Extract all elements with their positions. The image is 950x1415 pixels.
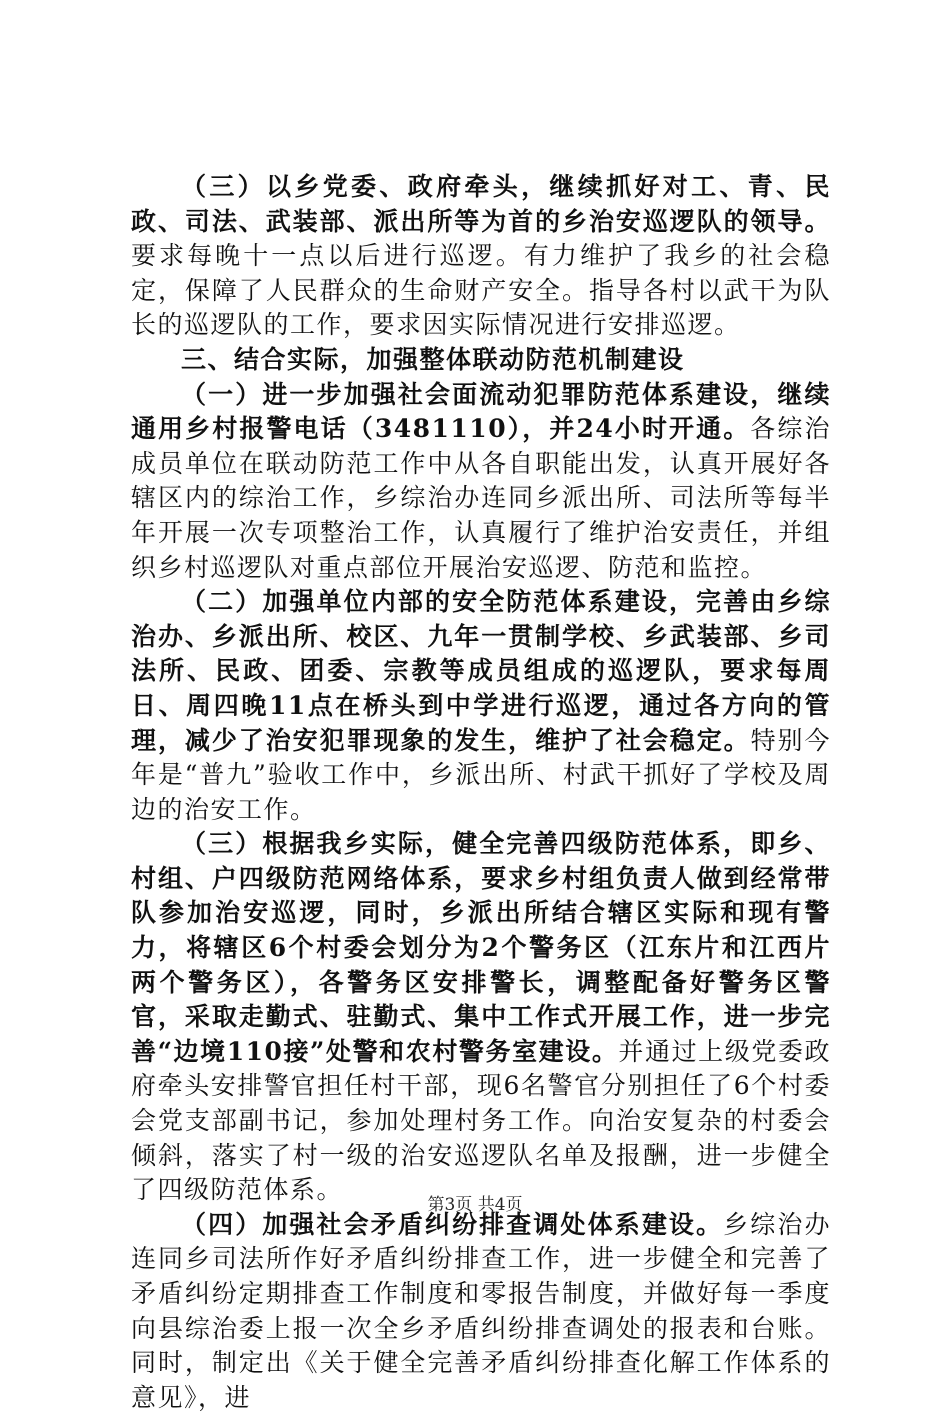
paragraph-four-level-system — [131, 827, 831, 1208]
paragraph-lead: （二）加强单位内部的安全防范体系建设，完善由乡综治办、乡派出所、校区、九年一贯制学校、乡武装部、乡司法所、民政、团委、宗教等成员组成的巡逻队，要求每周日、周四晚11点在桥头到中学进行巡逻，通过各方向的管理，减少了治安犯罪现象的发生，维护了社会稳定。 — [131, 587, 831, 755]
paragraph-patrol-leadership — [131, 170, 831, 343]
paragraph-body: 并通过上级党委政府牵头安排警官担任村干部，现6名警官分别担任了6个村委会党支部副书记，参加处理村务工作。向治安复杂的村委会倾斜，落实了村一级的治安巡逻队名单及报酬，进一步健全了四级防范体系。 — [131, 1036, 831, 1205]
paragraph-lead: （一）进一步加强社会面流动犯罪防范体系建设，继续通用乡村报警电话（3481110），并24小时开通。 — [131, 379, 831, 444]
paragraph-body: 特别今年是“普九”验收工作中，乡派出所、村武干抓好了学校及周边的治安工作。 — [131, 725, 831, 824]
paragraph-body: 要求每晚十一点以后进行巡逻。有力维护了我乡的社会稳定，保障了人民群众的生命财产安全。指导各村以武干为队长的巡逻队的工作，要求因实际情况进行安排巡逻。 — [131, 241, 831, 340]
paragraph-body: 各综治成员单位在联动防范工作中从各自职能出发，认真开展好各辖区内的综治工作，乡综治办连同乡派出所、司法所等每半年开展一次专项整治工作，认真履行了维护治安责任，并组织乡村巡逻队对重点部位开展治安巡逻、防范和监控。 — [131, 414, 831, 582]
paragraph-internal-security — [131, 585, 831, 827]
paragraph-lead: （三）以乡党委、政府牵头，继续抓好对工、青、民政、司法、武装部、派出所等为首的乡治安巡逻队的领导。 — [131, 172, 831, 236]
body-text — [131, 170, 831, 1415]
paragraph-crime-prevention — [131, 378, 831, 586]
paragraph-lead: （三）根据我乡实际，健全完善四级防范体系，即乡、村组、户四级防范网络体系，要求乡村组负责人做到经常带队参加治安巡逻，同时，乡派出所结合辖区实际和现有警力，将辖区6个村委会划分为2个警务区（江东片和江西片两个警务区），各警务区安排警长，调整配备好警务区警官，采取走勤式、驻勤式、集中工作式开展工作，进一步完善“边境110接”处警和农村警务室建设。 — [131, 829, 831, 1066]
paragraph-body: 乡综治办连同乡司法所作好矛盾纠纷排查工作，进一步健全和完善了矛盾纠纷定期排查工作制度和零报告制度，并做好每一季度向县综治委上报一次全乡矛盾纠纷排查调处的报表和台账。同时，制定出《关于健全完善矛盾纠纷排查化解工作体系的意见》，进 — [131, 1209, 831, 1412]
paragraph-dispute-resolution — [131, 1208, 831, 1415]
paragraph-lead: （四）加强社会矛盾纠纷排查调处体系建设。 — [181, 1209, 724, 1239]
page-footer: 第3页 共4页 — [427, 1195, 523, 1215]
section-heading: 三、结合实际，加强整体联动防范机制建设 — [181, 344, 685, 374]
